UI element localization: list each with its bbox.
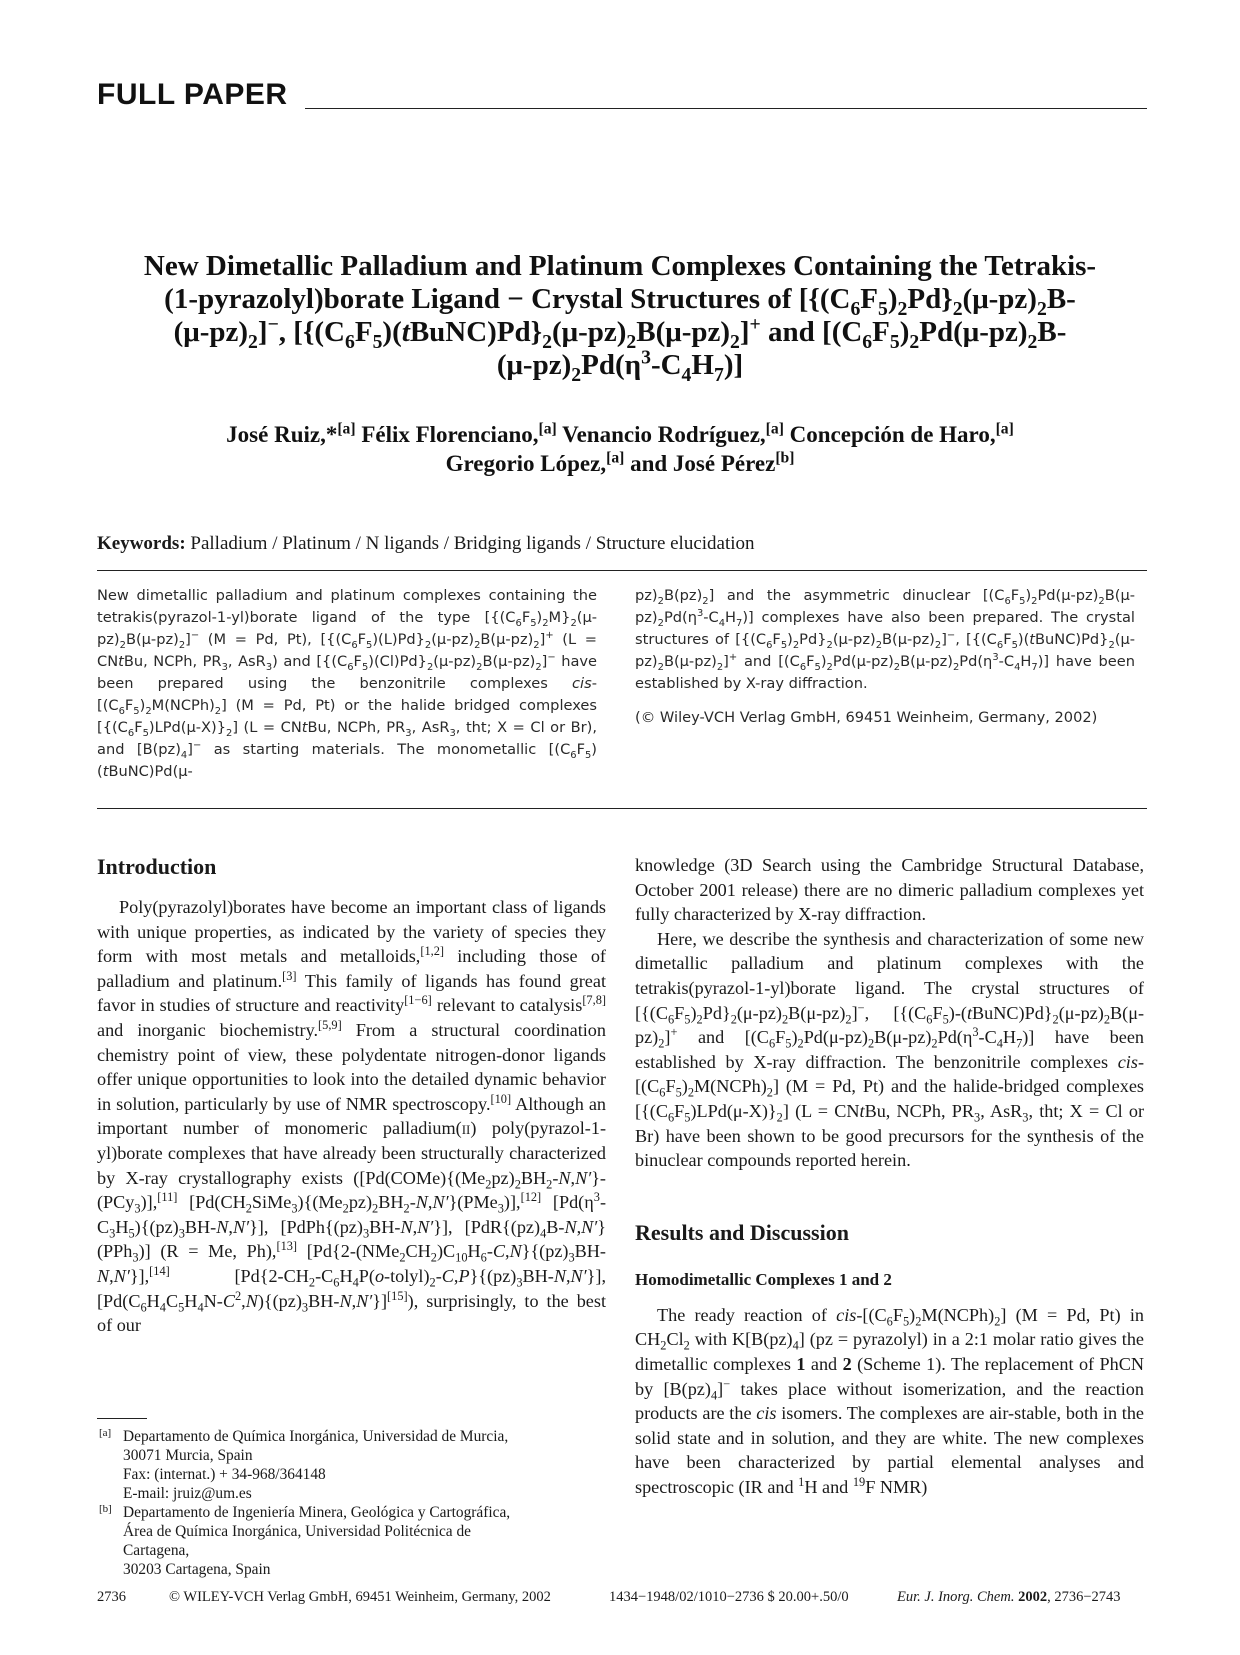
journal-name: Eur. J. Inorg. Chem.: [897, 1589, 1015, 1605]
results-subheading: Homodimetallic Complexes 1 and 2: [635, 1269, 892, 1289]
results-heading: Results and Discussion: [635, 1219, 849, 1245]
header-rule: [305, 108, 1147, 109]
running-header: [97, 78, 1147, 114]
footnote-line: 30071 Murcia, Spain: [123, 1447, 253, 1464]
affiliation-footnotes: [97, 1418, 606, 1579]
page-number: 2736: [97, 1589, 126, 1605]
paper-title: New Dimetallic Palladium and Platinum Complexes Containing the Tetrakis- (1-pyrazolyl)borate Ligand − Crystal Structures of [$\{(C_6F_5)_2Pd\}_2(\mu-pz)_2B-$ $(\mu-pz)_2]^-$, $[\{(C_6F_5)(tBuNC)Pd\}_2(\mu-pz)_2B(\mu-pz)_2]^+$ and [$(C_6F_5)_2Pd(\mu-pz)_2B-$ $(\mu-pz)_2Pd(\eta^3-C_4H_7)$]: [143, 250, 1097, 386]
footer-publisher: © WILEY-VCH Verlag GmbH, 69451 Weinheim, Germany, 2002: [169, 1589, 551, 1605]
footnote-marker: [a]: [99, 1427, 112, 1439]
footer-citation: [897, 1587, 1121, 1607]
abstract-right: $pz)_2B(pz)_2$] and the asymmetric dinuclear $[(C_6F_5)_2Pd(\mu-pz)_2B(\mu-pz)_2Pd(\eta^3-C_4H_7)]$ complexes have also been prepared. The crystal structures of $[\{(C_6F_5)_2Pd\}_2(\mu-pz)_2B(\mu-pz)_2]^-$, $[\{(C_6F_5)(tBuNC)Pd\}_2(\mu-pz)_2B(\mu-pz)_2]^+$ and $[(C_6F_5)_2Pd(\mu-pz)_2B(\mu-pz)_2Pd(\eta^3-C_4H_7)]$ have been established by X-ray diffraction. (© Wiley-VCH Verlag GmbH, 69451 Weinheim, Germany, 2002): [635, 585, 1135, 729]
footer-issn: 1434−1948/02/1010−2736 $ 20.00+.50/0: [609, 1589, 849, 1605]
keywords-label: Keywords:: [97, 533, 186, 554]
footnote-line: Fax: (internat.) + 34-968/364148: [123, 1466, 326, 1483]
journal-pages: , 2736−2743: [1047, 1589, 1121, 1605]
abstract-left: New dimetallic palladium and platinum complexes containing the tetrakis(pyrazol-1-yl)borate ligand of the type $[\{(C_6F_5)_2M\}_2(\mu-pz)_2B(\mu-pz)_2]^-$ (M = Pd, Pt), $[\{(C_6F_5)(L)Pd\}_2(\mu-pz)_2B(\mu-pz)_2]^+$ (L = CNtBu, NCPh, $PR_3$, AsR$_3$) and $[\{(C_6F_5)(Cl)Pd\}_2(\mu-pz)_2B(\mu-pz)_2]^-$ have been prepared using the benzonitrile complexes cis-$[(C_6F_5)_2M(NCPh)_2] (M = Pd$, Pt) or the halide bridged complexes $[\{(C_6F_5)LPd(\mu-X)\}_2] (L$ = CNtBu, NCPh, $PR_3$, AsR$_3$, tht; X = Cl or Br), and $[B(pz)_4]^-$ as starting materials. The monometallic [$(C_6F_5)(tBuNC)Pd(\mu-$: [97, 587, 598, 780]
abstract-copyright: (© Wiley-VCH Verlag GmbH, 69451 Weinheim, Germany, 2002): [635, 709, 1098, 726]
footnote-line: 30203 Cartagena, Spain: [123, 1561, 271, 1578]
abstract-rule: [97, 808, 1147, 809]
footnote-line: Departamento de Química Inorgánica, Universidad de Murcia,: [123, 1428, 509, 1445]
journal-year: 2002: [1018, 1589, 1048, 1605]
introduction-paragraph: Poly(pyrazolyl)borates have become an important class of ligands with unique properties, as indicated by the variety of species they form with most metals and metalloids,[1,2] including those of palladium and platinum.[3] This family of ligands has found great favor in studies of structure and reactivity[1−6] relevant to catalysis[7,8] and inorganic biochemistry.[5,9] From a structural coordination chemistry point of view, these polydentate nitrogen-donor ligands offer unique opportunities to look into the detailed dynamic behavior in solution, particularly by use of NMR spectroscopy.[10] Although an important number of monomeric palladium(ii) poly(pyrazol-1-yl)borate complexes that have already been structurally characterized by X-ray crystallography exists ($[Pd(COMe)\{(Me_2pz)_2BH_2-N,N'\}-(PCy_3)],[11]$ $[Pd(CH_2SiMe_3)\{(Me_2pz)_2BH_2-N,N'\}(PMe_3)],[12]$ $[Pd(\eta^3-C_3H_5)\{(pz)_3BH-N,N'\}]$, $[PdPh\{(pz)_3BH-N,N'\}]$, $[PdR\{(pz)_4B-N,N'\}(PPh_3)] (R = Me$, Ph),[13] $[Pd\{2-(NMe_2CH_2)C_{10}H_6-C,N\}\{(pz)_3BH-N,N'\}],[14]$ $[Pd\{2-CH_2-C_6H_4P(o-tolyl)_2-C,P\}\{(pz)_3BH-N,N'\}]$, $[Pd(C_6H_4C_5H_4N-C^2,N)\{(pz)_3BH-N,N'\}][15]$), surprisingly, to the best of our: [97, 897, 607, 1336]
results-paragraph: The ready reaction of cis-$[(C_6F_5)_2M(NCPh)_2] (M = Pd$, Pt) in $CH_2Cl_2$ with $K[B(pz)_4] (pz$ = pyrazolyl) in a 2:1 molar ratio gives the dimetallic complexes 1 and 2 (Scheme 1). The replacement of PhCN by $[B(pz)_4]^-$ takes place without isomerization, and the reaction products are the cis isomers. The complexes are air-stable, both in the solid state and in solution, and they are white. The new complexes have been characterized by partial elemental analyses and spectroscopic (IR and $^1$H and $^{19}$F NMR): [635, 1304, 1144, 1497]
author-list: José Ruiz,*[a] Félix Florenciano,[a] Venancio Rodríguez,[a] Concepción de Haro,[a] Gregorio López,[a] and José Pérez[b]: [226, 420, 1014, 476]
footnote-line: Departamento de Ingeniería Minera, Geológica y Cartográfica,: [123, 1504, 511, 1521]
keywords-rule: [97, 570, 1147, 571]
footnote-line: E-mail: jruiz@um.es: [123, 1485, 252, 1502]
keywords-list: Palladium / Platinum / N ligands / Bridging ligands / Structure elucidation: [190, 533, 755, 554]
introduction-aim: Here, we describe the synthesis and characterization of some new dimetallic palladium and platinum complexes with the tetrakis(pyrazol-1-yl)borate ligand. The crystal structures of $[\{(C_6F_5)_2Pd\}_2(\mu-pz)_2B(\mu-pz)_2]^-$, $[\{(C_6F_5)-(tBuNC)Pd\}_2(\mu-pz)_2B(\mu-pz)_2]^+$ and $[(C_6F_5)_2Pd(\mu-pz)_2B(\mu-pz)_2Pd(\eta^3-C_4H_7)]$ have been established by X-ray diffraction. The benzonitrile complexes cis-$[(C_6F_5)_2M(NCPh)_2] (M = Pd$, Pt) and the halide-bridged complexes $[\{(C_6F_5)LPd(\mu-X)\}_2] (L$ = CNtBu, NCPh, $PR_3$, AsR$_3$, tht; X = Cl or Br) have been shown to be good precursors for the synthesis of the binuclear compounds reported herein.: [635, 928, 1144, 1171]
introduction-continuation: knowledge (3D Search using the Cambridge Structural Database, October 2001 release) there are no dimeric palladium complexes yet fully characterized by X-ray diffraction.: [635, 855, 1144, 925]
introduction-heading: Introduction: [97, 854, 217, 879]
left-column: [97, 853, 606, 1338]
footnote-line: Área de Química Inorgánica, Universidad Politécnica de: [123, 1523, 472, 1540]
footnote-line: Cartagena,: [123, 1542, 190, 1559]
footnote-b: [97, 1503, 606, 1579]
section-label: FULL PAPER: [97, 78, 288, 111]
footnote-marker: [b]: [99, 1503, 112, 1515]
footnote-a: [97, 1427, 606, 1503]
right-column: [635, 853, 1144, 1499]
keywords: [97, 532, 1147, 556]
footnote-rule: [97, 1418, 147, 1419]
